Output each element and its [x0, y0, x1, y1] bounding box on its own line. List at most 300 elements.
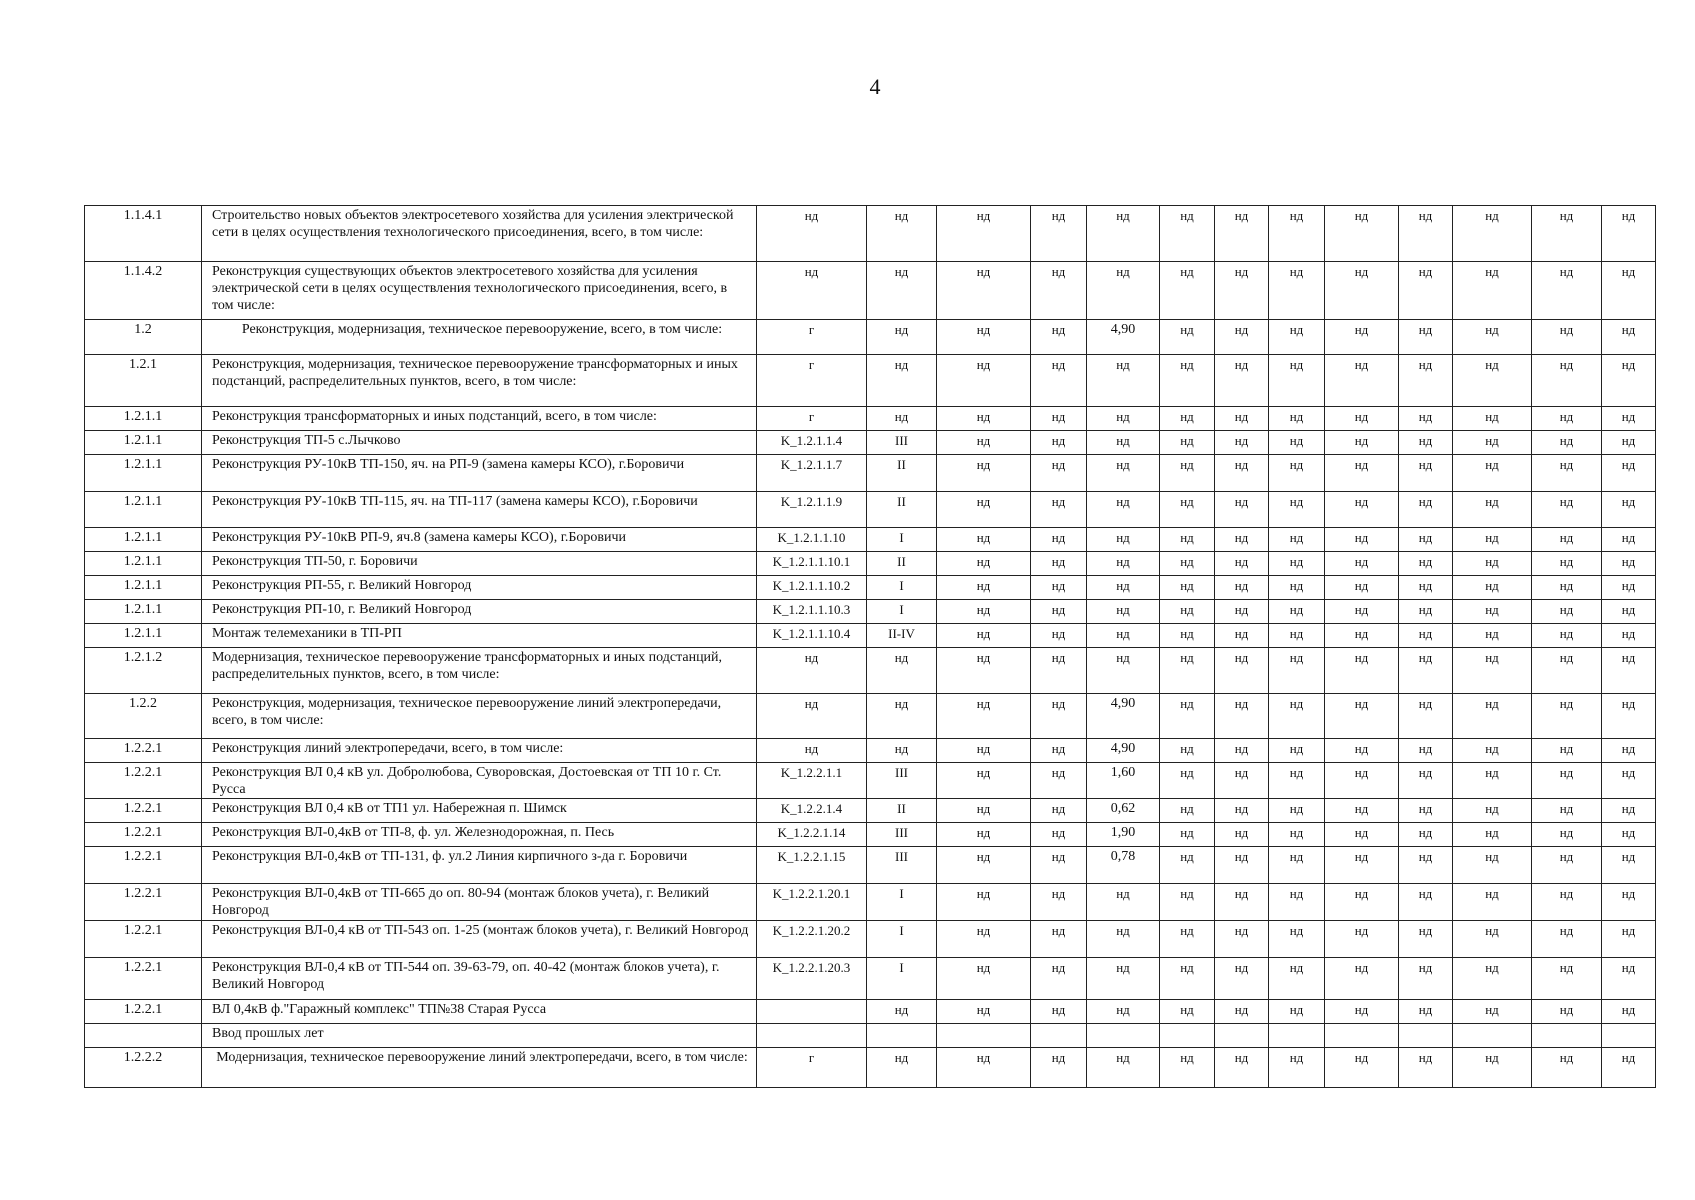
value-cell: нд	[1160, 1048, 1215, 1088]
project-code-cell: K_1.2.2.1.20.3	[757, 958, 867, 1000]
value-cell: нд	[1031, 431, 1087, 455]
value-cell: нд	[1532, 431, 1602, 455]
category-cell: I	[867, 576, 937, 600]
table-row	[85, 492, 1656, 528]
value-cell: нд	[1602, 624, 1656, 648]
value-cell: нд	[1399, 1048, 1453, 1088]
row-number-cell: 1.2.2.1	[85, 958, 202, 1000]
value-cell: нд	[1453, 552, 1532, 576]
table-row	[85, 884, 1656, 921]
value-cell	[1269, 1024, 1325, 1048]
value-cell: нд	[1453, 799, 1532, 823]
row-number-cell: 1.2.2.1	[85, 799, 202, 823]
value-cell: нд	[1532, 492, 1602, 528]
value-cell: нд	[1325, 694, 1399, 739]
value-cell: нд	[1269, 624, 1325, 648]
value-cell: нд	[1269, 528, 1325, 552]
value-cell: нд	[1269, 958, 1325, 1000]
value-cell: нд	[1399, 528, 1453, 552]
project-code-cell: нд	[757, 694, 867, 739]
value-cell: нд	[1031, 262, 1087, 320]
value-cell: нд	[937, 739, 1031, 763]
value-cell: нд	[1269, 407, 1325, 431]
value-cell: нд	[1399, 355, 1453, 407]
value-cell: нд	[1215, 763, 1269, 799]
value-cell: нд	[1031, 694, 1087, 739]
value-cell: нд	[1087, 648, 1160, 694]
value-cell: нд	[1602, 921, 1656, 958]
row-number-cell: 1.2.1.1	[85, 431, 202, 455]
row-number-cell: 1.1.4.1	[85, 206, 202, 262]
value-cell: нд	[1160, 407, 1215, 431]
value-cell: нд	[1160, 355, 1215, 407]
project-code-cell: K_1.2.1.1.9	[757, 492, 867, 528]
value-cell: нд	[1269, 455, 1325, 492]
value-cell: нд	[1215, 320, 1269, 355]
row-number-cell: 1.2	[85, 320, 202, 355]
value-cell: нд	[1215, 1048, 1269, 1088]
value-cell: нд	[1087, 958, 1160, 1000]
value-cell: нд	[1087, 431, 1160, 455]
value-cell: нд	[1453, 355, 1532, 407]
value-cell: нд	[1215, 739, 1269, 763]
value-cell: нд	[1031, 455, 1087, 492]
value-cell: нд	[1602, 823, 1656, 847]
value-cell: нд	[1215, 884, 1269, 921]
row-number-cell: 1.2.1.1	[85, 492, 202, 528]
value-cell: нд	[1269, 847, 1325, 884]
value-cell: нд	[1269, 739, 1325, 763]
value-cell: нд	[937, 958, 1031, 1000]
category-cell: II	[867, 455, 937, 492]
row-name-cell: Реконструкция ВЛ 0,4 кВ от ТП1 ул. Набережная п. Шимск	[202, 799, 757, 823]
category-cell: II	[867, 552, 937, 576]
value-cell: нд	[1399, 1000, 1453, 1024]
project-code-cell: нд	[757, 206, 867, 262]
value-cell: нд	[1031, 799, 1087, 823]
value-cell: нд	[1160, 648, 1215, 694]
value-cell: нд	[1532, 823, 1602, 847]
row-name-cell: ВЛ 0,4кВ ф."Гаражный комплекс" ТП№38 Старая Русса	[202, 1000, 757, 1024]
row-name-cell: Реконструкция линий электропередачи, всего, в том числе:	[202, 739, 757, 763]
value-cell: нд	[1602, 262, 1656, 320]
value-cell: нд	[1031, 958, 1087, 1000]
table-row	[85, 206, 1656, 262]
row-name-cell: Строительство новых объектов электросетевого хозяйства для усиления электрической сети в целях осуществления технологического присоединения, всего, в том числе:	[202, 206, 757, 262]
value-cell: нд	[1325, 799, 1399, 823]
category-cell: III	[867, 431, 937, 455]
project-code-cell	[757, 1000, 867, 1024]
value-cell: 0,78	[1087, 847, 1160, 884]
value-cell: нд	[1602, 576, 1656, 600]
page-number: 4	[869, 74, 881, 99]
value-cell: нд	[1602, 431, 1656, 455]
value-cell: нд	[1399, 823, 1453, 847]
category-cell: II	[867, 799, 937, 823]
table-row	[85, 847, 1656, 884]
value-cell: нд	[1087, 884, 1160, 921]
table-row	[85, 763, 1656, 799]
value-cell: нд	[1269, 763, 1325, 799]
value-cell: 4,90	[1087, 739, 1160, 763]
value-cell: нд	[1532, 958, 1602, 1000]
table-row	[85, 528, 1656, 552]
value-cell: нд	[1532, 1000, 1602, 1024]
table-body	[85, 206, 1656, 1088]
value-cell: нд	[1160, 320, 1215, 355]
value-cell: нд	[1087, 1048, 1160, 1088]
project-code-cell: K_1.2.2.1.14	[757, 823, 867, 847]
value-cell: нд	[937, 694, 1031, 739]
value-cell: нд	[937, 528, 1031, 552]
value-cell: нд	[1215, 431, 1269, 455]
value-cell: нд	[1399, 763, 1453, 799]
value-cell: нд	[1453, 600, 1532, 624]
value-cell: нд	[1399, 958, 1453, 1000]
project-code-cell: г	[757, 1048, 867, 1088]
value-cell: нд	[1399, 492, 1453, 528]
value-cell: нд	[1453, 884, 1532, 921]
value-cell: нд	[1087, 528, 1160, 552]
row-number-cell: 1.2.1	[85, 355, 202, 407]
table-row	[85, 576, 1656, 600]
value-cell: нд	[1325, 576, 1399, 600]
category-cell: I	[867, 528, 937, 552]
value-cell: нд	[1269, 799, 1325, 823]
value-cell: нд	[1453, 958, 1532, 1000]
row-number-cell: 1.2.2.2	[85, 1048, 202, 1088]
category-cell: II	[867, 492, 937, 528]
value-cell	[1602, 1024, 1656, 1048]
value-cell: нд	[937, 492, 1031, 528]
value-cell: нд	[1532, 576, 1602, 600]
value-cell	[1325, 1024, 1399, 1048]
value-cell: нд	[1087, 355, 1160, 407]
value-cell: нд	[937, 1048, 1031, 1088]
value-cell: нд	[1453, 1000, 1532, 1024]
category-cell: III	[867, 823, 937, 847]
row-name-cell: Реконструкция ТП-50, г. Боровичи	[202, 552, 757, 576]
value-cell: нд	[1325, 884, 1399, 921]
value-cell: нд	[1160, 206, 1215, 262]
value-cell: нд	[1160, 823, 1215, 847]
category-cell: I	[867, 921, 937, 958]
table-row	[85, 262, 1656, 320]
value-cell: нд	[1087, 921, 1160, 958]
value-cell: нд	[1532, 552, 1602, 576]
value-cell: нд	[1215, 958, 1269, 1000]
value-cell: нд	[1269, 492, 1325, 528]
value-cell: нд	[1031, 355, 1087, 407]
value-cell: нд	[1215, 576, 1269, 600]
value-cell: нд	[1602, 455, 1656, 492]
value-cell: нд	[1160, 847, 1215, 884]
value-cell	[1215, 1024, 1269, 1048]
value-cell: нд	[1160, 763, 1215, 799]
value-cell: нд	[1453, 576, 1532, 600]
row-number-cell: 1.2.2.1	[85, 921, 202, 958]
row-number-cell: 1.2.1.1	[85, 576, 202, 600]
project-code-cell: г	[757, 407, 867, 431]
value-cell: нд	[1532, 799, 1602, 823]
row-name-cell: Реконструкция ВЛ 0,4 кВ ул. Добролюбова, Суворовская, Достоевская от ТП 10 г. Ст. Русса	[202, 763, 757, 799]
value-cell: нд	[937, 552, 1031, 576]
row-name-cell: Реконструкция ВЛ-0,4кВ от ТП-665 до оп. 80-94 (монтаж блоков учета), г. Великий Новгород	[202, 884, 757, 921]
value-cell: нд	[1215, 528, 1269, 552]
value-cell: нд	[1087, 206, 1160, 262]
value-cell: нд	[1325, 528, 1399, 552]
value-cell: нд	[1031, 823, 1087, 847]
value-cell: нд	[1453, 648, 1532, 694]
value-cell: нд	[1325, 648, 1399, 694]
value-cell	[1160, 1024, 1215, 1048]
value-cell: нд	[1031, 1048, 1087, 1088]
row-number-cell: 1.2.1.1	[85, 528, 202, 552]
category-cell: нд	[867, 694, 937, 739]
value-cell: нд	[937, 600, 1031, 624]
value-cell: нд	[937, 624, 1031, 648]
value-cell: нд	[1215, 355, 1269, 407]
project-code-cell: г	[757, 355, 867, 407]
row-number-cell: 1.1.4.2	[85, 262, 202, 320]
value-cell: нд	[1087, 624, 1160, 648]
table-row	[85, 958, 1656, 1000]
value-cell	[1399, 1024, 1453, 1048]
row-number-cell	[85, 1024, 202, 1048]
value-cell: нд	[1399, 320, 1453, 355]
value-cell: нд	[1160, 492, 1215, 528]
investment-program-table	[84, 205, 1656, 1088]
value-cell: нд	[1160, 884, 1215, 921]
value-cell: нд	[1031, 739, 1087, 763]
table-row	[85, 1024, 1656, 1048]
project-code-cell: K_1.2.2.1.20.2	[757, 921, 867, 958]
category-cell: нд	[867, 320, 937, 355]
value-cell: нд	[1160, 921, 1215, 958]
value-cell: нд	[1399, 884, 1453, 921]
row-name-cell: Ввод прошлых лет	[202, 1024, 757, 1048]
table-row	[85, 739, 1656, 763]
value-cell: нд	[937, 355, 1031, 407]
row-name-cell: Модернизация, техническое перевооружение трансформаторных и иных подстанций, распределительных пунктов, всего, в том числе:	[202, 648, 757, 694]
value-cell: нд	[937, 431, 1031, 455]
table-row	[85, 552, 1656, 576]
value-cell	[1087, 1024, 1160, 1048]
value-cell	[1532, 1024, 1602, 1048]
project-code-cell: K_1.2.1.1.4	[757, 431, 867, 455]
value-cell: нд	[1602, 799, 1656, 823]
value-cell	[1453, 1024, 1532, 1048]
value-cell: нд	[1031, 763, 1087, 799]
category-cell: нд	[867, 355, 937, 407]
category-cell: нд	[867, 407, 937, 431]
category-cell: нд	[867, 739, 937, 763]
value-cell: нд	[1453, 407, 1532, 431]
row-name-cell: Реконструкция ВЛ-0,4кВ от ТП-131, ф. ул.2 Линия кирпичного з-да г. Боровичи	[202, 847, 757, 884]
value-cell: нд	[1532, 528, 1602, 552]
row-name-cell: Монтаж телемеханики в ТП-РП	[202, 624, 757, 648]
value-cell: нд	[937, 262, 1031, 320]
value-cell: нд	[1031, 847, 1087, 884]
value-cell: нд	[1532, 624, 1602, 648]
row-number-cell: 1.2.2.1	[85, 763, 202, 799]
value-cell: нд	[1453, 921, 1532, 958]
value-cell: нд	[1160, 739, 1215, 763]
value-cell: нд	[1325, 823, 1399, 847]
row-name-cell: Реконструкция, модернизация, техническое перевооружение линий электропередачи, всего, в том числе:	[202, 694, 757, 739]
value-cell: 1,60	[1087, 763, 1160, 799]
value-cell: нд	[1325, 1000, 1399, 1024]
project-code-cell: K_1.2.2.1.20.1	[757, 884, 867, 921]
table-row	[85, 600, 1656, 624]
value-cell: нд	[1215, 1000, 1269, 1024]
value-cell: 0,62	[1087, 799, 1160, 823]
category-cell: III	[867, 763, 937, 799]
value-cell: нд	[1453, 320, 1532, 355]
value-cell: нд	[1453, 262, 1532, 320]
value-cell: нд	[1269, 262, 1325, 320]
row-number-cell: 1.2.1.1	[85, 552, 202, 576]
value-cell: нд	[1215, 624, 1269, 648]
value-cell: нд	[937, 921, 1031, 958]
value-cell: нд	[1399, 407, 1453, 431]
value-cell: нд	[1602, 884, 1656, 921]
category-cell: I	[867, 958, 937, 1000]
value-cell: нд	[1532, 1048, 1602, 1088]
category-cell: нд	[867, 206, 937, 262]
value-cell: нд	[1325, 552, 1399, 576]
value-cell: нд	[1215, 921, 1269, 958]
value-cell: нд	[1087, 1000, 1160, 1024]
project-code-cell: нд	[757, 739, 867, 763]
value-cell: нд	[1532, 648, 1602, 694]
row-number-cell: 1.2.2.1	[85, 823, 202, 847]
project-code-cell: K_1.2.1.1.10.1	[757, 552, 867, 576]
value-cell: нд	[1602, 552, 1656, 576]
value-cell: нд	[1269, 921, 1325, 958]
project-code-cell	[757, 1024, 867, 1048]
value-cell: нд	[1602, 847, 1656, 884]
project-code-cell: нд	[757, 262, 867, 320]
value-cell: нд	[1399, 648, 1453, 694]
value-cell: нд	[1325, 455, 1399, 492]
value-cell: нд	[1325, 407, 1399, 431]
value-cell: нд	[937, 1000, 1031, 1024]
value-cell: нд	[1399, 455, 1453, 492]
table-row	[85, 407, 1656, 431]
value-cell: нд	[1269, 320, 1325, 355]
table-row	[85, 1048, 1656, 1088]
row-name-cell: Реконструкция ВЛ-0,4 кВ от ТП-544 оп. 39-63-79, оп. 40-42 (монтаж блоков учета), г. Великий Новгород	[202, 958, 757, 1000]
value-cell: нд	[1031, 492, 1087, 528]
value-cell: нд	[1215, 206, 1269, 262]
value-cell: нд	[1325, 600, 1399, 624]
value-cell: нд	[1532, 320, 1602, 355]
value-cell: нд	[1399, 847, 1453, 884]
value-cell: нд	[1269, 600, 1325, 624]
row-number-cell: 1.2.2.1	[85, 847, 202, 884]
row-name-cell: Реконструкция ТП-5 с.Лычково	[202, 431, 757, 455]
value-cell: нд	[1602, 739, 1656, 763]
table-row	[85, 694, 1656, 739]
table-row	[85, 624, 1656, 648]
value-cell: нд	[1087, 407, 1160, 431]
value-cell: нд	[1215, 799, 1269, 823]
row-name-cell: Реконструкция трансформаторных и иных подстанций, всего, в том числе:	[202, 407, 757, 431]
row-name-cell: Реконструкция РП-55, г. Великий Новгород	[202, 576, 757, 600]
value-cell: нд	[1532, 355, 1602, 407]
value-cell: нд	[1532, 407, 1602, 431]
value-cell: нд	[937, 407, 1031, 431]
row-name-cell: Реконструкция, модернизация, техническое перевооружение, всего, в том числе:	[202, 320, 757, 355]
value-cell: нд	[1602, 206, 1656, 262]
value-cell: нд	[1602, 600, 1656, 624]
value-cell: нд	[1532, 455, 1602, 492]
value-cell: нд	[1087, 576, 1160, 600]
value-cell: нд	[1602, 763, 1656, 799]
project-code-cell: K_1.2.2.1.1	[757, 763, 867, 799]
project-code-cell: г	[757, 320, 867, 355]
value-cell: нд	[1215, 552, 1269, 576]
value-cell: нд	[1453, 694, 1532, 739]
project-code-cell: K_1.2.1.1.10	[757, 528, 867, 552]
value-cell: нд	[1087, 455, 1160, 492]
value-cell: нд	[1269, 552, 1325, 576]
value-cell: нд	[937, 847, 1031, 884]
value-cell: нд	[1602, 694, 1656, 739]
value-cell: нд	[937, 576, 1031, 600]
value-cell: нд	[1399, 624, 1453, 648]
value-cell: нд	[1269, 1000, 1325, 1024]
value-cell: нд	[1031, 320, 1087, 355]
row-name-cell: Реконструкция ВЛ-0,4 кВ от ТП-543 оп. 1-25 (монтаж блоков учета), г. Великий Новгород	[202, 921, 757, 958]
row-name-cell: Реконструкция РУ-10кВ ТП-150, яч. на РП-9 (замена камеры КСО), г.Боровичи	[202, 455, 757, 492]
table-row	[85, 1000, 1656, 1024]
value-cell: нд	[1325, 763, 1399, 799]
category-cell: I	[867, 600, 937, 624]
row-number-cell: 1.2.1.1	[85, 600, 202, 624]
value-cell: нд	[1602, 492, 1656, 528]
value-cell: нд	[937, 884, 1031, 921]
value-cell: нд	[1325, 320, 1399, 355]
value-cell: нд	[1160, 958, 1215, 1000]
table-row	[85, 823, 1656, 847]
table-row	[85, 455, 1656, 492]
value-cell: нд	[1031, 1000, 1087, 1024]
category-cell: I	[867, 884, 937, 921]
row-number-cell: 1.2.1.2	[85, 648, 202, 694]
category-cell	[867, 1024, 937, 1048]
value-cell: нд	[1602, 407, 1656, 431]
row-number-cell: 1.2.2.1	[85, 884, 202, 921]
value-cell: нд	[1087, 600, 1160, 624]
value-cell: нд	[1532, 600, 1602, 624]
value-cell: нд	[1269, 431, 1325, 455]
value-cell: нд	[1160, 262, 1215, 320]
value-cell: нд	[1532, 206, 1602, 262]
value-cell: нд	[1602, 958, 1656, 1000]
value-cell: нд	[1215, 600, 1269, 624]
value-cell: нд	[1602, 1048, 1656, 1088]
value-cell: нд	[1269, 694, 1325, 739]
value-cell: нд	[1215, 492, 1269, 528]
value-cell: нд	[937, 648, 1031, 694]
value-cell: нд	[1269, 355, 1325, 407]
value-cell: нд	[937, 763, 1031, 799]
value-cell: нд	[1532, 847, 1602, 884]
value-cell: нд	[1160, 576, 1215, 600]
value-cell: нд	[1325, 431, 1399, 455]
